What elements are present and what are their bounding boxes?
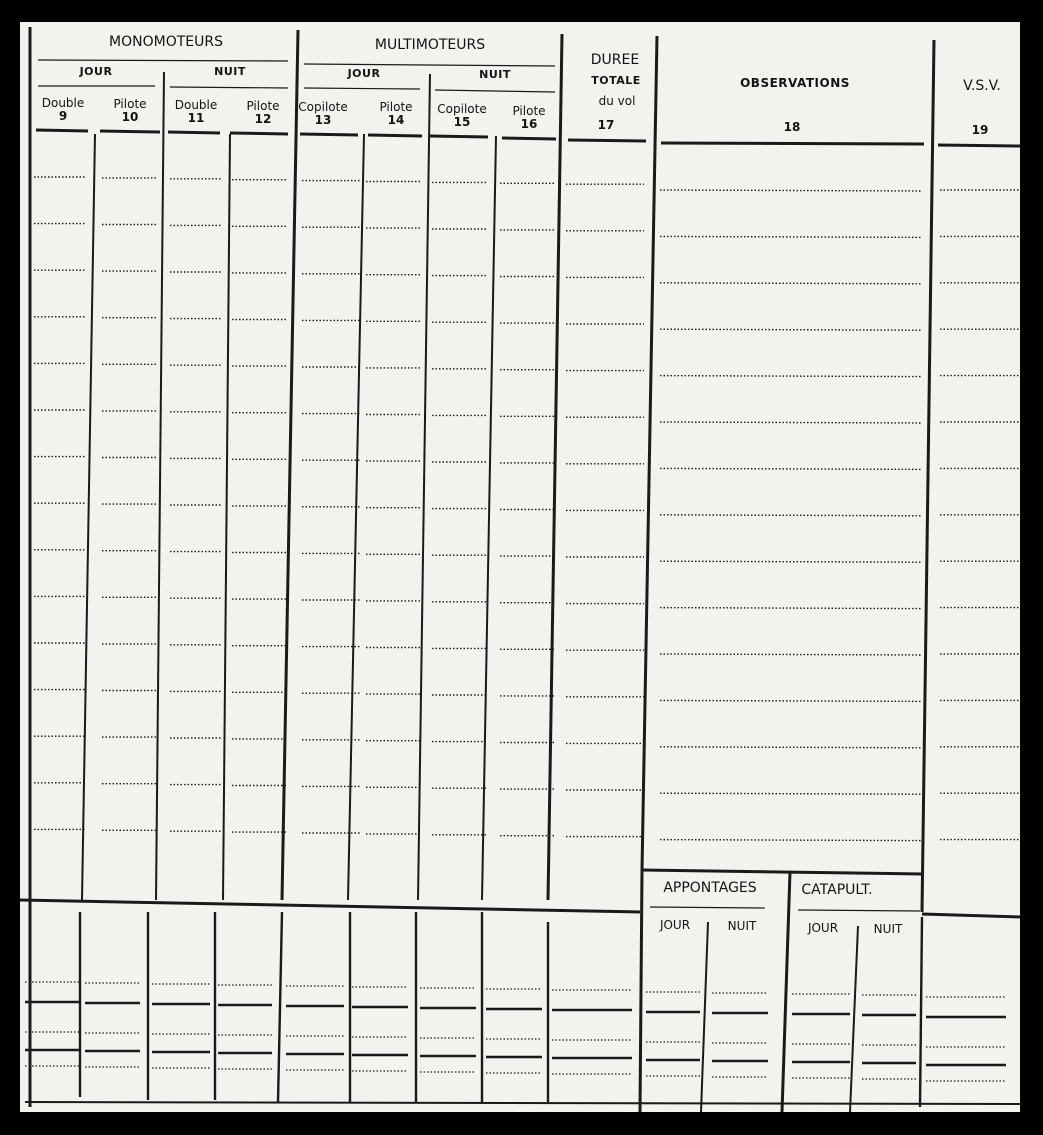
duree-line-1: DUREE [590, 52, 640, 68]
group-header-multi: MULTIMOTEURS [374, 37, 486, 53]
subheader-cat-jour: JOUR [807, 921, 839, 935]
col-num-13: 13 [314, 113, 332, 127]
hrule-colhead [502, 138, 556, 139]
vline-col [418, 74, 430, 900]
col-num-18: 18 [783, 120, 801, 134]
obs-dotted [660, 747, 922, 748]
vline-col [82, 134, 95, 900]
obs-dotted [660, 283, 922, 284]
hrule-colhead [300, 134, 358, 135]
vline-col [482, 136, 496, 900]
col-num-16: 16 [520, 117, 538, 131]
hrule-bottom [25, 1102, 1020, 1104]
hrule-sub [170, 87, 288, 88]
obs-dotted [660, 329, 922, 330]
hrule-sub [798, 910, 920, 911]
subheader-app-jour: JOUR [659, 918, 691, 932]
col-label-14: Pilote [379, 100, 413, 114]
hrule-sub [304, 88, 420, 89]
col-num-15: 15 [453, 115, 471, 129]
box-left [640, 870, 642, 1112]
obs-dotted [660, 376, 922, 377]
col-label-9: Double [41, 96, 85, 110]
subheader-mono-jour: JOUR [79, 65, 113, 78]
vline-col [348, 134, 364, 900]
hrule-colhead [661, 143, 924, 144]
hrule-body-total [20, 900, 640, 912]
hrule-sub [435, 90, 555, 92]
col-num-19: 19 [971, 123, 989, 137]
group-header-catapult: CATAPULT. [801, 882, 873, 898]
vline-col [701, 922, 708, 1112]
obs-dotted [660, 468, 922, 469]
hrule-sub [304, 64, 555, 66]
hrule-body-total-right [922, 914, 1020, 917]
obs-dotted [660, 840, 922, 841]
obs-dotted [660, 654, 922, 655]
hrule-sub [650, 907, 765, 908]
group-header-mono: MONOMOTEURS [109, 34, 223, 50]
vline-col [223, 134, 230, 900]
vline-obs-vsv [922, 40, 934, 912]
hrule-colhead [168, 132, 220, 133]
subheader-mono-nuit: NUIT [214, 65, 246, 78]
col-num-9: 9 [58, 109, 68, 123]
vline-col [850, 926, 858, 1112]
col-label-11: Double [174, 98, 218, 112]
col-num-17: 17 [597, 118, 615, 132]
obs-dotted [660, 561, 922, 562]
box-divider [782, 872, 790, 1112]
col-label-12: Pilote [246, 99, 280, 113]
col-num-14: 14 [387, 113, 405, 127]
hrule-sub [38, 60, 288, 61]
duree-line-3: du vol [598, 94, 636, 108]
vline-col [156, 72, 164, 900]
vline-duree-obs [642, 36, 657, 870]
hrule-colhead [568, 140, 646, 141]
subheader-multi-jour: JOUR [347, 67, 381, 80]
obs-dotted [660, 422, 922, 423]
ruling-lines [20, 22, 1020, 1112]
vline-total [920, 917, 922, 1107]
logbook-sheet [20, 22, 1020, 1112]
group-header-apprentages: APPONTAGES [663, 880, 757, 896]
group-header-observations: OBSERVATIONS [740, 76, 850, 90]
duree-line-2: TOTALE [591, 74, 641, 87]
vline-multi-duree [548, 34, 562, 900]
col-label-15: Copilote [437, 102, 487, 116]
obs-dotted [660, 608, 922, 609]
vline-mono-multi [282, 30, 298, 900]
obs-dotted [660, 236, 922, 237]
hrule-colhead [230, 133, 288, 134]
group-header-vsv: V.S.V. [963, 78, 1001, 94]
hrule-colhead [430, 136, 488, 137]
hrule-colhead [938, 145, 1020, 146]
col-label-16: Pilote [512, 104, 546, 118]
subheader-multi-nuit: NUIT [479, 68, 511, 81]
subheader-cat-nuit: NUIT [873, 922, 903, 936]
col-label-13: Copilote [298, 100, 348, 114]
obs-dotted [660, 190, 922, 191]
hrule-colhead [36, 130, 88, 131]
vline-total [278, 912, 282, 1102]
col-num-11: 11 [187, 111, 205, 125]
subheader-app-nuit: NUIT [727, 919, 757, 933]
obs-dotted [660, 700, 922, 701]
obs-dotted [660, 793, 922, 794]
hrule-colhead [100, 131, 160, 132]
col-num-10: 10 [121, 110, 139, 124]
box-top [642, 870, 922, 874]
col-num-12: 12 [254, 112, 272, 126]
col-label-10: Pilote [113, 97, 147, 111]
hrule-colhead [368, 135, 422, 136]
obs-dotted [660, 515, 922, 516]
